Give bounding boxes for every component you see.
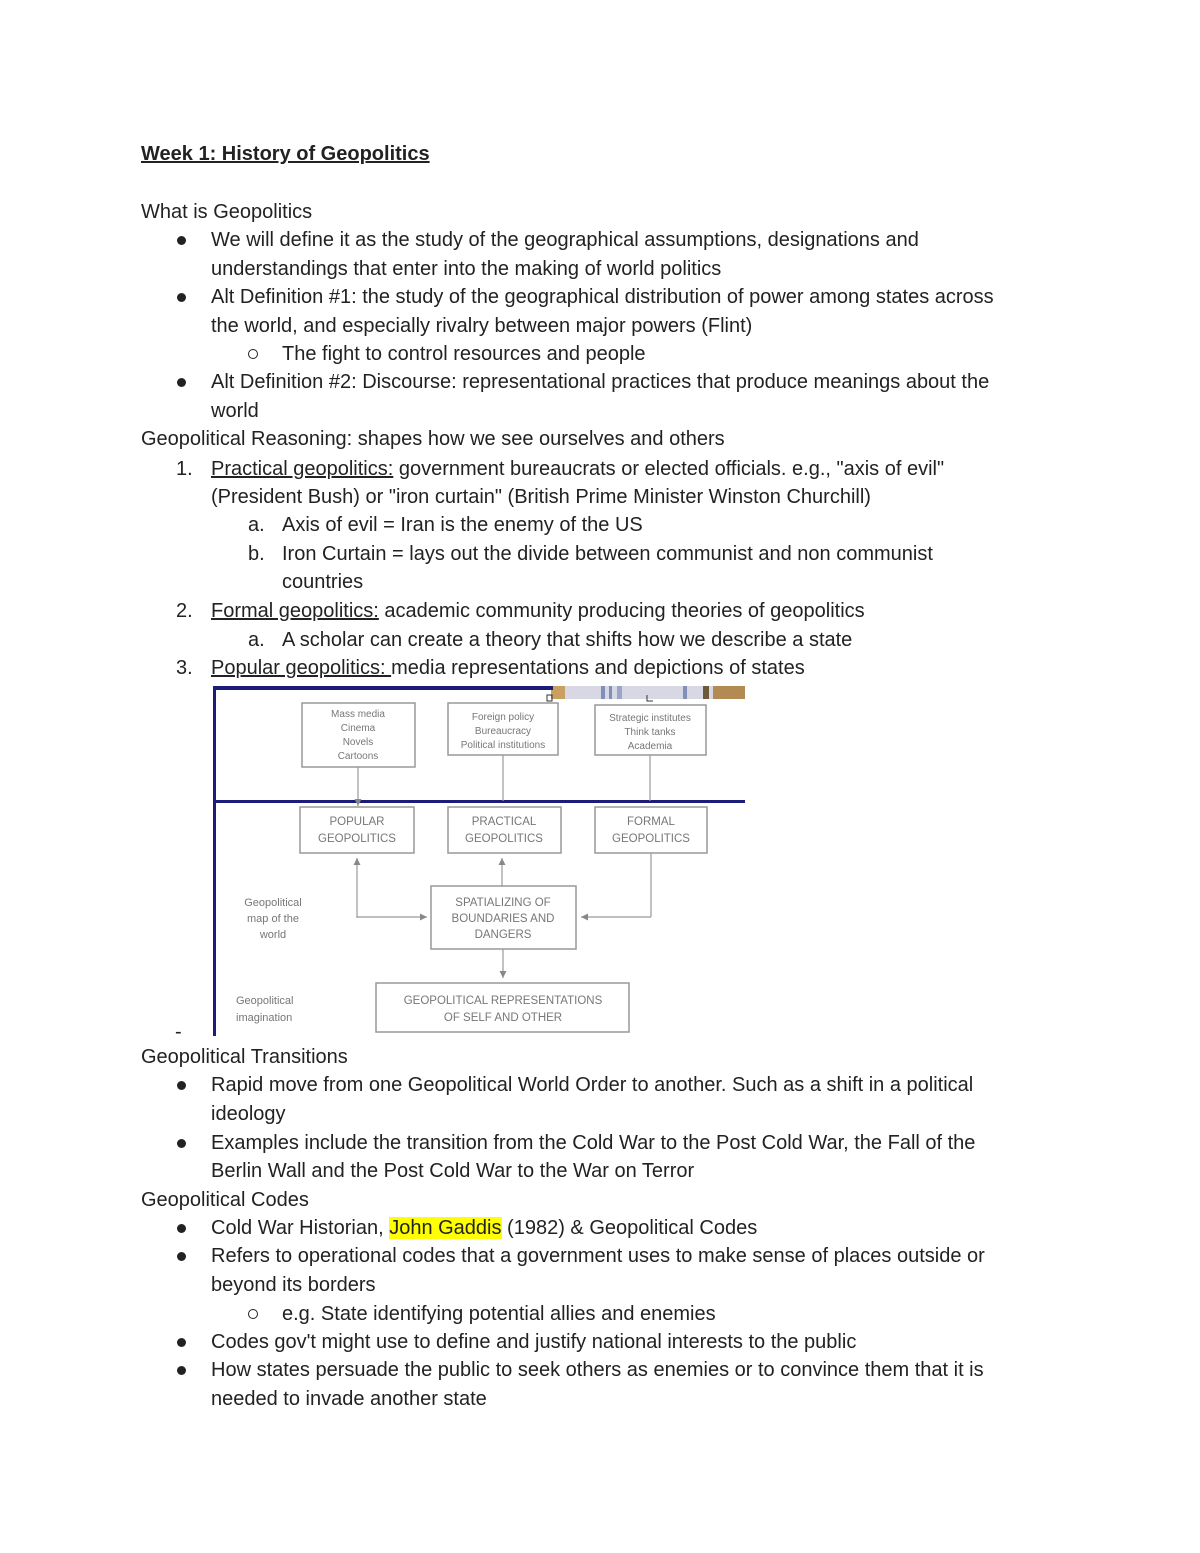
list-number: 3. [176,657,193,679]
diagram-text: Think tanks [624,727,676,738]
geopolitics-diagram [213,686,745,1036]
list-item-continued: world [211,400,259,422]
page-title: Week 1: History of Geopolitics [141,143,430,165]
diagram-text: Cinema [340,723,376,734]
bullet-icon [177,1224,186,1233]
lettered-item-continued: countries [282,571,364,593]
bullet-icon [177,1139,186,1148]
list-item: Rapid move from one Geopolitical World Order to another. Such as a shift in a political [211,1074,974,1096]
diagram-text: Novels [342,737,374,748]
bullet-icon [177,1366,186,1375]
list-item-text: Cold War Historian, [211,1217,390,1239]
diagram-text: Geopolitical [236,995,294,1007]
diagram-text: DANGERS [474,929,532,941]
diagram-text: world [259,929,287,941]
box-formal-geopolitics [595,807,707,853]
section-heading-reasoning: Geopolitical Reasoning: shapes how we see ourselves and others [141,428,725,450]
list-item-continued: understandings that enter into the making of world politics [211,258,722,280]
lettered-item: Iron Curtain = lays out the divide between communist and non communist [282,543,933,565]
diagram-text: PRACTICAL [471,816,537,828]
box-foreign-policy [448,703,558,755]
frame-top-line [213,686,553,690]
lettered-item: A scholar can create a theory that shifts how we describe a state [282,629,853,651]
list-item: Examples include the transition from the Cold War to the Post Cold War, the Fall of the [211,1132,976,1154]
box-mass-media [302,703,415,767]
list-number: 1. [176,458,193,480]
numbered-item-text: academic community producing theories of geopolitics [378,600,865,622]
dash-marker: - [175,1021,182,1043]
list-item-continued: the world, and especially rivalry between major powers (Flint) [211,315,753,337]
hollow-bullet-icon [248,1309,258,1319]
section-heading-what-is: What is Geopolitics [141,201,313,223]
term-popular-geopolitics: Popular geopolitics: [211,657,392,679]
image-fragment [547,686,745,701]
section-heading-codes: Geopolitical Codes [141,1189,309,1211]
bullet-icon [177,378,186,387]
diagram-text: map of the [247,913,299,925]
diagram-text: imagination [236,1012,293,1024]
highlighted-name: John Gaddis [389,1217,502,1239]
sub-list-item: e.g. State identifying potential allies and enemies [282,1303,716,1325]
numbered-item-continued: (President Bush) or "iron curtain" (British Prime Minister Winston Churchill) [211,486,871,508]
list-item: Codes gov't might use to define and justify national interests to the public [211,1331,857,1353]
list-item [211,1214,757,1242]
diagram-text: Geopolitical [244,897,302,909]
diagram-text: Academia [627,741,673,752]
diagram-text: GEOPOLITICS [318,833,396,845]
list-item-continued: ideology [211,1103,286,1125]
box-strategic-institutes [595,705,706,755]
numbered-item-text: government bureaucrats or elected officials. e.g., "axis of evil" [393,458,945,480]
hollow-bullet-icon [248,349,258,359]
diagram-text: POPULAR [329,816,385,828]
bullet-icon [177,1252,186,1261]
diagram-text: GEOPOLITICS [465,833,543,845]
box-spatializing [431,886,576,949]
label-geopolitical-map [244,897,301,941]
term-formal-geopolitics: Formal geopolitics: [211,600,379,622]
list-item-text: (1982) & Geopolitical Codes [501,1217,758,1239]
label-geopolitical-imagination [236,995,293,1024]
numbered-item [211,654,805,682]
list-letter: a. [248,514,265,536]
frame-divider-line [213,800,745,803]
diagram-text: Strategic institutes [609,713,691,724]
lettered-item: Axis of evil = Iran is the enemy of the US [282,514,643,536]
list-number: 2. [176,600,193,622]
diagram-text: BOUNDARIES AND [451,913,555,925]
diagram-text: Foreign policy [471,712,535,723]
list-item-continued: beyond its borders [211,1274,376,1296]
frame-left-line [213,686,216,1036]
sub-list-item: The fight to control resources and people [282,343,646,365]
bullet-icon [177,1338,186,1347]
diagram-text: Political institutions [460,740,546,751]
diagram-text: Mass media [331,709,385,720]
list-item: How states persuade the public to seek others as enemies or to convince them that it is [211,1359,984,1381]
diagram-text: GEOPOLITICS [612,833,690,845]
list-item-continued: Berlin Wall and the Post Cold War to the War on Terror [211,1160,695,1182]
diagram-text: Cartoons [337,751,379,762]
box-representations [376,983,629,1032]
bullet-icon [177,1081,186,1090]
numbered-item [211,455,944,483]
bullet-icon [177,236,186,245]
diagram-text: SPATIALIZING OF [455,897,551,909]
list-letter: b. [248,543,265,565]
diagram-text: OF SELF AND OTHER [443,1012,563,1024]
list-item: Alt Definition #1: the study of the geographical distribution of power among states across [211,286,994,308]
numbered-item [211,597,865,625]
numbered-item-text: media representations and depictions of states [391,657,805,679]
list-letter: a. [248,629,265,651]
diagram-text: Bureaucracy [474,726,532,737]
term-practical-geopolitics: Practical geopolitics: [211,458,394,480]
list-item: We will define it as the study of the geographical assumptions, designations and [211,229,919,251]
diagram-text: GEOPOLITICAL REPRESENTATIONS [403,995,603,1007]
list-item: Alt Definition #2: Discourse: representational practices that produce meanings about the [211,371,990,393]
diagram-text: FORMAL [627,816,675,828]
list-item: Refers to operational codes that a government uses to make sense of places outside or [211,1245,985,1267]
section-heading-transitions: Geopolitical Transitions [141,1046,348,1068]
box-popular-geopolitics [300,807,414,853]
bullet-icon [177,293,186,302]
list-item-continued: needed to invade another state [211,1388,487,1410]
box-practical-geopolitics [448,807,561,853]
